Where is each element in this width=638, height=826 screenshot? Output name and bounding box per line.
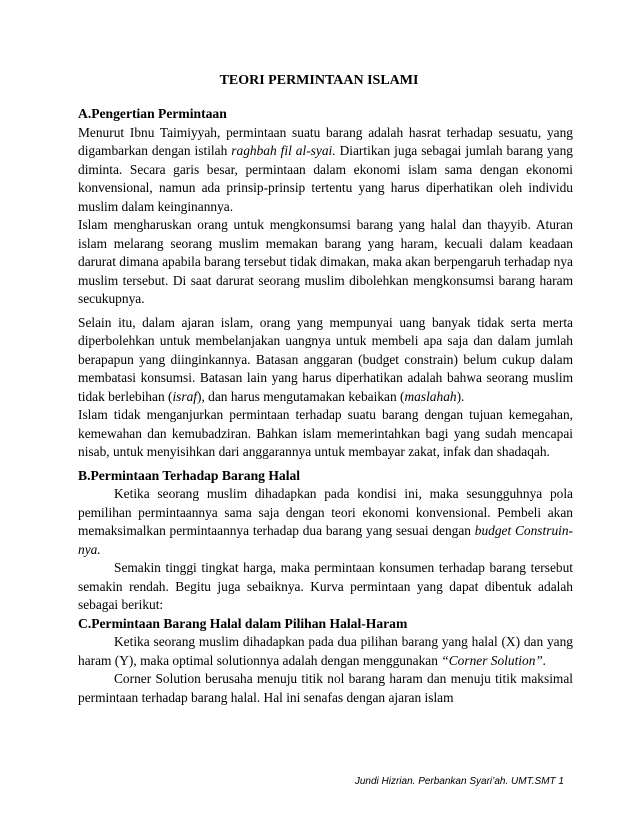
page-footer: Jundi Hizrian. Perbankan Syari’ah. UMT.SMT 1 [354,776,564,787]
section-a-paragraph-4: Islam tidak menganjurkan permintaan terhadap suatu barang dengan tujuan kemegahan, kemewahan dan kemubadziran. Bahkan islam memerintahkan bagi yang sudah mencapai nisab, untuk menyisihkan dari anggarannya untuk membayar zakat, infak dan shadaqah. [78,407,573,459]
document-body [78,105,573,707]
text-run: Menurut Ibnu Taimiyyah, permintaan suatu barang adalah hasrat terhadap sesuatu, yang digambarkan dengan istilah [78,124,573,158]
italic-term: maslahah [404,388,457,404]
italic-term: raghbah fil al-syai. [231,143,336,158]
section-c-heading: C.Permintaan Barang Halal dalam Pilihan Halal-Haram [78,615,408,631]
section-c-paragraph-1 [78,633,573,670]
section-a-paragraph-2: Islam mengharuskan orang untuk mengkonsumsi barang yang halal dan thayyib. Aturan islam melarang seorang muslim memakan barang yang haram, kecuali dalam keadaan darurat dimana apabila barang tersebut tidak dimakan, maka akan berpengaruh terhadap nya muslim tersebut. Di saat darurat seorang muslim dibolehkan mengkonsumsi barang haram secukupnya. [78,217,573,306]
document-title: TEORI PERMINTAAN ISLAMI [219,73,419,88]
section-b-paragraph-1 [78,485,573,559]
section-a-heading: A.Pengertian Permintaan [78,106,227,121]
text-run: ). [456,388,465,404]
text-run: Diartikan juga sebagai jumlah barang yang diminta. Secara garis besar, permintaan dalam ekonomi islam sama dengan ekonomi konvensional, namun ada prinsip-prinsip tertentu yang harus diperhatikan oleh individu muslim dalam keinginannya. [78,143,573,214]
section-c-paragraph-2: Corner Solution berusaha menuju titik nol barang haram dan menuju titik maksimal permintaan terhadap barang halal. Hal ini senafas dengan ajaran islam [78,671,573,705]
text-run: Ketika seorang muslim dihadapkan pada dua pilihan barang yang halal (X) dan yang haram (Y), maka optimal solutionnya adalah dengan menggunakan [78,634,573,668]
text-run: Selain itu, dalam ajaran islam, orang yang mempunyai uang banyak tidak serta merta diperbolehkan untuk membelanjakan uangnya untuk membeli apa saja dan dalam jumlah berapapun yang diinginkannya. Batasan anggaran (budget constrain) belum cukup dalam membatasi konsumsi. Batasan lain yang harus diperhatikan adalah bahwa seorang muslim tidak berlebihan ( [78,314,573,404]
italic-term: budget Construin-nya. [78,523,574,557]
italic-term: “Corner Solution”. [441,652,547,668]
section-b-paragraph-2: Semakin tinggi tingkat harga, maka permintaan konsumen terhadap barang tersebut semakin rendah. Begitu juga sebaiknya. Kurva permintaan yang dapat dibentuk adalah sebagai berikut: [78,560,573,612]
text-run: Ketika seorang muslim dihadapkan pada kondisi ini, maka sesungguhnya pola pemilihan permintaannya sama saja dengan teori ekonomi konvensional. Pembeli akan memaksimalkan permintaannya terhadap dua barang yang sesuai dengan [78,486,573,538]
text-run: ), dan harus mengutamakan kebaikan ( [197,388,405,404]
section-b-heading: B.Permintaan Terhadap Barang Halal [78,467,301,483]
italic-term: israf [172,388,198,404]
section-a-paragraph-3 [78,314,573,407]
section-a-paragraph-1 [78,124,573,217]
